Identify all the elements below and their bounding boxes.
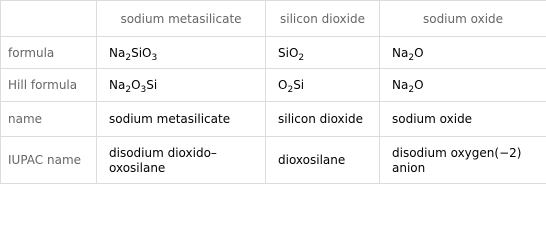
row-label-name: name xyxy=(1,102,97,137)
cell-text: O xyxy=(414,45,424,60)
cell-text: Na xyxy=(392,78,409,92)
hill-formula-cell xyxy=(97,69,266,102)
cell-text: Na xyxy=(109,45,126,60)
header-row xyxy=(1,1,546,37)
column-header-sodium-metasilicate: sodium metasilicate xyxy=(97,1,266,37)
cell-text: SiO xyxy=(278,45,299,60)
column-header-sodium-oxide: sodium oxide xyxy=(380,1,546,37)
cell-text: O xyxy=(131,78,141,92)
formula-cell xyxy=(266,37,380,69)
table-row-hill-formula xyxy=(1,69,546,102)
hill-formula-cell xyxy=(380,69,546,102)
corner-cell xyxy=(1,1,97,37)
row-label-formula: formula xyxy=(1,37,97,69)
subscript: 2 xyxy=(298,52,305,63)
cell-text: disodium dioxido–oxosilane xyxy=(109,145,217,175)
subscript: 2 xyxy=(408,85,415,95)
name-cell xyxy=(97,102,266,137)
subscript: 3 xyxy=(140,85,147,95)
name-cell xyxy=(266,102,380,137)
cell-text: Si xyxy=(146,78,158,92)
cell-text: disodium oxygen(−2) anion xyxy=(392,145,522,175)
column-header-silicon-dioxide: silicon dioxide xyxy=(266,1,380,37)
row-label-hill-formula: Hill formula xyxy=(1,69,97,102)
cell-text: Na xyxy=(109,78,126,92)
iupac-name-cell xyxy=(266,137,380,184)
hill-formula-cell xyxy=(266,69,380,102)
subscript: 2 xyxy=(125,52,132,63)
name-cell xyxy=(380,102,546,137)
subscript: 2 xyxy=(408,52,415,63)
cell-text: Si xyxy=(293,78,305,92)
iupac-name-cell xyxy=(97,137,266,184)
formula-cell xyxy=(97,37,266,69)
subscript: 2 xyxy=(287,85,294,95)
formula-cell xyxy=(380,37,546,69)
cell-text: sodium metasilicate xyxy=(109,112,231,126)
cell-text: O xyxy=(414,78,424,92)
subscript: 3 xyxy=(151,52,158,63)
cell-text: silicon dioxide xyxy=(278,112,363,126)
iupac-name-cell xyxy=(380,137,546,184)
cell-text: sodium oxide xyxy=(392,112,473,126)
cell-text: dioxosilane xyxy=(278,153,346,167)
table-row-iupac-name xyxy=(1,137,546,184)
cell-text: SiO xyxy=(131,45,152,60)
table-row-name xyxy=(1,102,546,137)
subscript: 2 xyxy=(125,85,132,95)
table-row-formula xyxy=(1,37,546,69)
row-label-iupac-name: IUPAC name xyxy=(1,137,97,184)
cell-text: Na xyxy=(392,45,409,60)
cell-text: O xyxy=(278,78,288,92)
